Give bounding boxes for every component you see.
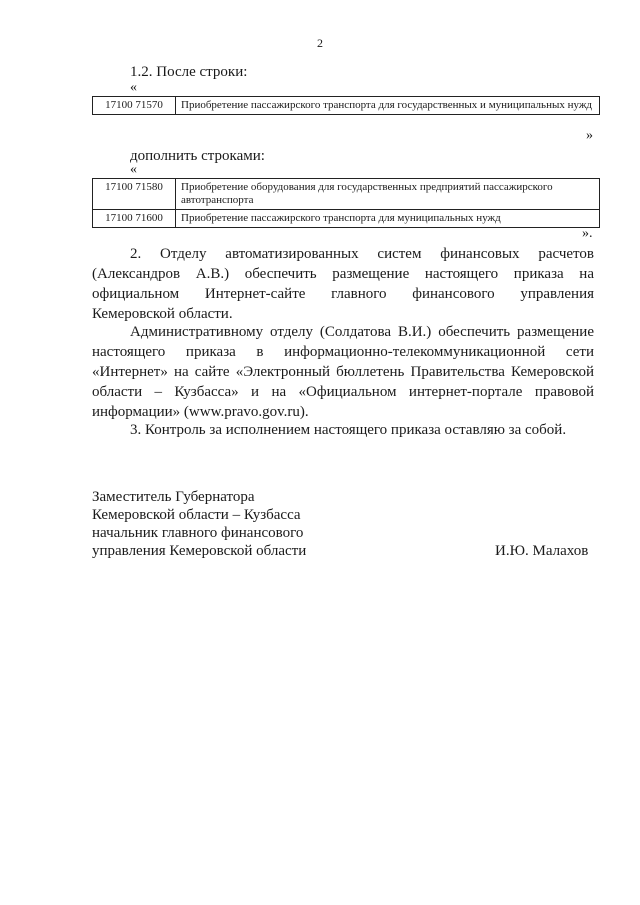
quote-open-1: «: [130, 80, 137, 95]
paragraph-line: Кемеровской области.: [92, 306, 233, 322]
page-number: 2: [317, 36, 323, 50]
paragraph-line: настоящего приказа в информационно-телекоммуникационной сети: [92, 344, 594, 360]
paragraph-line: «Интернет» на сайте «Электронный бюллетень Правительства Кемеровской: [92, 364, 594, 380]
table-row: [93, 179, 600, 210]
quote-close-1: »: [586, 128, 593, 143]
signature-line: управления Кемеровской области: [92, 543, 307, 559]
paragraph-line: области – Кузбасса» и на «Официальном интернет-портале правовой: [92, 384, 594, 400]
paragraph-line: информации» (www.pravo.gov.ru).: [92, 404, 309, 420]
paragraph-line: Административному отделу (Солдатова В.И.) обеспечить размещение: [130, 324, 594, 340]
paragraph-line: официальном Интернет-сайте главного финансового управления: [92, 286, 594, 302]
signature-line: Кемеровской области – Кузбасса: [92, 507, 301, 523]
new-codes-table: [92, 178, 600, 228]
paragraph-line: 2. Отделу автоматизированных систем финансовых расчетов: [130, 246, 594, 262]
table-row: [93, 97, 600, 115]
quote-open-2: «: [130, 162, 137, 177]
quote-close-period: ».: [582, 226, 593, 241]
table-cell-text: Приобретение пассажирского транспорта для муниципальных нужд: [176, 210, 600, 228]
table-cell-code: 17100 71570: [93, 97, 176, 115]
table-cell-text: Приобретение пассажирского транспорта для государственных и муниципальных нужд: [176, 97, 600, 115]
table-cell-code: 17100 71580: [93, 179, 176, 210]
item-1-2-heading: 1.2. После строки:: [130, 64, 248, 80]
table-row: [93, 210, 600, 228]
paragraph-3: 3. Контроль за исполнением настоящего приказа оставляю за собой.: [130, 422, 567, 438]
signatory-name: И.Ю. Малахов: [495, 543, 589, 559]
paragraph-admin: [92, 322, 594, 422]
table-cell-code: 17100 71600: [93, 210, 176, 228]
signature-line: начальник главного финансового: [92, 525, 304, 541]
paragraph-line: (Александров А.В.) обеспечить размещение настоящего приказа на: [92, 266, 594, 282]
table-cell-text: Приобретение оборудования для государственных предприятий пассажирского автотранспорта: [176, 179, 600, 210]
signature-line: Заместитель Губернатора: [92, 489, 255, 505]
paragraph-2: [92, 244, 594, 324]
signature-block: [92, 488, 306, 560]
existing-codes-table: [92, 96, 600, 115]
add-rows-label: дополнить строками:: [130, 148, 265, 164]
